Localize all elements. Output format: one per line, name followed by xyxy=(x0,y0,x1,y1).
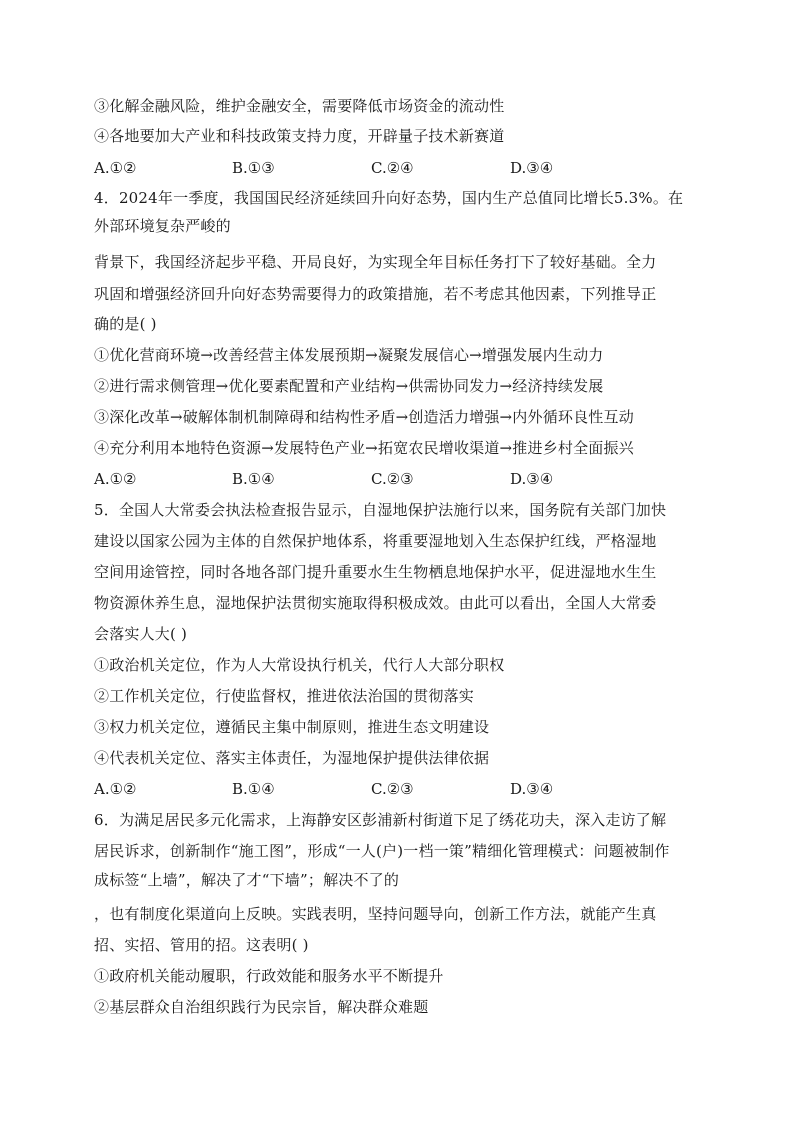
q5-stem-line-5: 会落实人大( ) xyxy=(94,625,188,643)
q3-choice-a: A.①② xyxy=(94,159,137,177)
q3-answer-choices xyxy=(94,158,704,178)
q4-stem-line-4: 巩固和增强经济回升向好态势需要得力的政策措施，若不考虑其他因素，下列推导正 xyxy=(94,285,657,303)
q5-stem-line-1: 5．全国人大常委会执法检查报告显示，自湿地保护法施行以来，国务院有关部门加快 xyxy=(94,501,667,519)
q4-option-1: ①优化营商环境→改善经营主体发展预期→凝聚发展信心→增强发展内生动力 xyxy=(94,346,604,364)
q6-stem-line-3: 成标签“上墙”，解决了才“下墙”；解决不了的 xyxy=(94,871,400,889)
q5-option-2: ②工作机关定位，行使监督权，推进依法治国的贯彻落实 xyxy=(94,687,475,705)
q4-stem-line-1: 4．2024年一季度，我国国民经济延续回升向好态势，国内生产总值同比增长5.3%。在 xyxy=(94,189,684,207)
q4-option-2: ②进行需求侧管理→优化要素配置和产业结构→供需协同发力→经济持续发展 xyxy=(94,377,604,395)
q3-choice-c: C.②④ xyxy=(371,159,414,177)
q4-stem-line-3: 背景下，我国经济起步平稳、开局良好，为实现全年目标任务打下了较好基础。全力 xyxy=(94,253,657,271)
q6-stem-line-1: 6．为满足居民多元化需求，上海静安区彭浦新村街道下足了绣花功夫，深入走访了解 xyxy=(94,811,667,829)
q5-option-3: ③权力机关定位，遵循民主集中制原则，推进生态文明建设 xyxy=(94,718,490,736)
q4-choice-d: D.③④ xyxy=(510,470,554,488)
q6-stem-line-4: ，也有制度化渠道向上反映。实践表明，坚持问题导向，创新工作方法，就能产生真 xyxy=(94,905,657,923)
q4-choice-a: A.①② xyxy=(94,470,137,488)
q4-stem-line-2: 外部环境复杂严峻的 xyxy=(94,217,231,235)
q6-option-1: ①政府机关能动履职，行政效能和服务水平不断提升 xyxy=(94,967,444,985)
q5-stem-line-3: 空间用途管控，同时各地各部门提升重要水生生物栖息地保护水平，促进湿地水生生 xyxy=(94,563,657,581)
q3-option-3: ③化解金融风险，维护金融安全，需要降低市场资金的流动性 xyxy=(94,97,505,115)
q5-stem-line-4: 物资源休养生息，湿地保护法贯彻实施取得积极成效。由此可以看出，全国人大常委 xyxy=(94,594,657,612)
q3-choice-d: D.③④ xyxy=(510,159,554,177)
q4-choice-b: B.①④ xyxy=(232,470,275,488)
q5-choice-d: D.③④ xyxy=(510,780,554,798)
q6-stem-line-5: 招、实招、管用的招。这表明( ) xyxy=(94,936,309,954)
q5-choice-b: B.①④ xyxy=(232,780,275,798)
q4-choice-c: C.②③ xyxy=(371,470,414,488)
q5-option-1: ①政治机关定位，作为人大常设执行机关，代行人大部分职权 xyxy=(94,656,505,674)
q4-answer-choices xyxy=(94,469,704,489)
q5-choice-c: C.②③ xyxy=(371,780,414,798)
q5-option-4: ④代表机关定位、落实主体责任，为湿地保护提供法律依据 xyxy=(94,749,490,767)
q5-choice-a: A.①② xyxy=(94,780,137,798)
q4-stem-line-5: 确的是( ) xyxy=(94,315,157,333)
q4-option-4: ④充分利用本地特色资源→发展特色产业→拓宽农民增收渠道→推进乡村全面振兴 xyxy=(94,439,634,457)
q6-option-2: ②基层群众自治组织践行为民宗旨，解决群众难题 xyxy=(94,998,429,1016)
q3-choice-b: B.①③ xyxy=(232,159,275,177)
q4-option-3: ③深化改革→破解体制机制障碍和结构性矛盾→创造活力增强→内外循环良性互动 xyxy=(94,408,634,426)
q6-stem-line-2: 居民诉求，创新制作“施工图”，形成“一人(户)一档一策”精细化管理模式：问题被制作 xyxy=(94,842,670,860)
q3-option-4: ④各地要加大产业和科技政策支持力度，开辟量子技术新赛道 xyxy=(94,127,505,145)
q5-answer-choices xyxy=(94,779,704,799)
q5-stem-line-2: 建设以国家公园为主体的自然保护地体系，将重要湿地划入生态保护红线，严格湿地 xyxy=(94,532,657,550)
